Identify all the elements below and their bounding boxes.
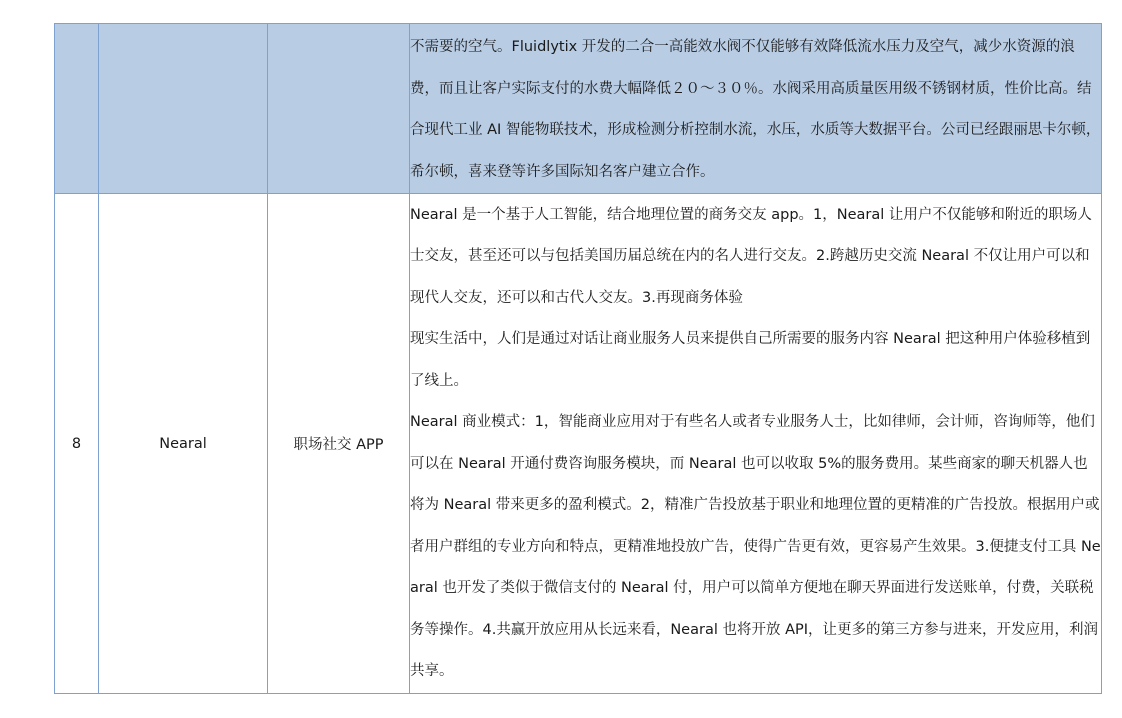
company-table [54,23,1102,694]
index-cell: 8 [55,194,99,694]
description-text: Nearal 是一个基于人工智能，结合地理位置的商务交友 app。1，Nearal 让用户不仅能够和附近的职场人士交友，甚至还可以与包括美国历届总统在内的名人进行交友。2.跨越历史交流 Nearal 不仅让用户可以和现代人交友，还可以和古代人交友。3.再现商务体验 现实生活中，人们是通过对话让商业服务人员来提供自己所需要的服务内容 Nearal 把这种用户体验移植到了线上。 Nearal 商业模式：1，智能商业应用对于有些名人或者专业服务人士，比如律师，会计师，咨询师等，他们可以在 Nearal 开通付费咨询服务模块，而 Nearal 也可以收取 5%的服务费用。某些商家的聊天机器人也将为 Nearal 带来更多的盈利模式。2，精准广告投放基于职业和地理位置的更精准的广告投放。根据用户或者用户群组的专业方向和特点，更精准地投放广告，使得广告更有效，更容易产生效果。3.便捷支付工具 Nearal 也开发了类似于微信支付的 Nearal 付，用户可以简单方便地在聊天界面进行发送账单，付费，关联税务等操作。4.共赢开放应用从长远来看，Nearal 也将开放 API，让更多的第三方参与进来，开发应用，利润共享。 [410,206,1101,679]
category-cell [268,24,410,194]
category-cell: 职场社交 APP [268,194,410,694]
description-cell [410,194,1102,694]
description-cell [410,24,1102,194]
name-cell [99,24,268,194]
index-cell [55,24,99,194]
table-row [55,194,1102,694]
table-row [55,24,1102,194]
name-cell: Nearal [99,194,268,694]
description-text: 不需要的空气。Fluidlytix 开发的二合一高能效水阀不仅能够有效降低流水压力及空气，减少水资源的浪费，而且让客户实际支付的水费大幅降低２０～３０％。水阀采用高质量医用级不锈钢材质，性价比高。结合现代工业 AI 智能物联技术，形成检测分析控制水流，水压，水质等大数据平台。公司已经跟丽思卡尔顿，希尔顿，喜来登等许多国际知名客户建立合作。 [410,39,1101,180]
